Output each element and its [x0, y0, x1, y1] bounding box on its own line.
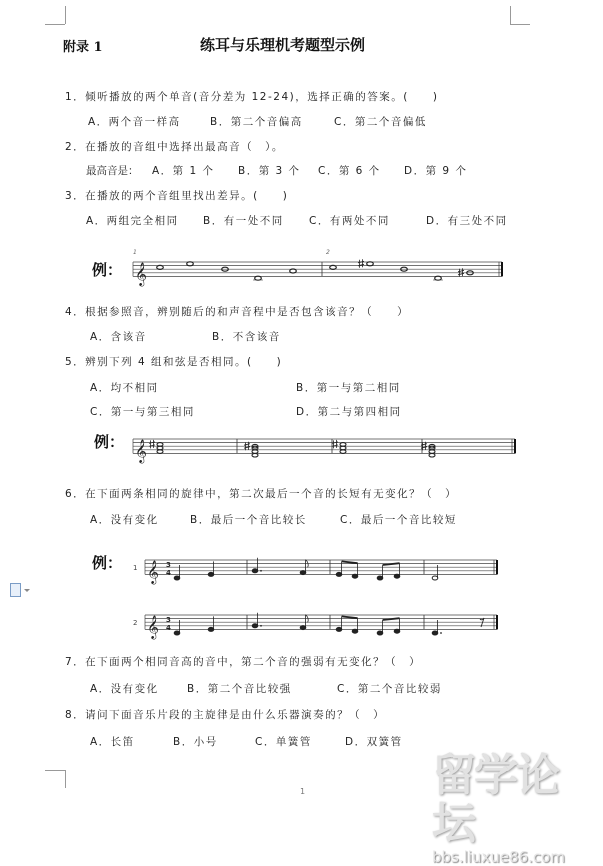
note-head	[174, 576, 180, 580]
beam	[342, 561, 358, 563]
page-title: 练耳与乐理机考题型示例	[200, 36, 366, 54]
question-3: 3．在播放的两个音组里找出差异。( )	[65, 190, 289, 202]
q3-option-b[interactable]: B．有一处不同	[203, 215, 284, 227]
whole-note	[435, 276, 442, 280]
treble-clef-icon: 𝄞	[135, 261, 147, 286]
note-head	[352, 629, 358, 633]
q7-option-c[interactable]: C．第二个音比较弱	[337, 683, 442, 695]
q7-option-a[interactable]: A．没有变化	[90, 683, 159, 695]
example-label-3: 例：	[92, 554, 123, 572]
q5-option-a[interactable]: A．均不相同	[90, 382, 159, 394]
note-head	[394, 629, 400, 633]
q2-prefix: 最高音是：	[86, 165, 139, 177]
q8-option-a[interactable]: A．长笛	[90, 736, 135, 748]
note-head	[432, 576, 438, 580]
line-number: 1	[133, 564, 138, 572]
time-sig-top: 3	[166, 616, 171, 624]
q1-option-b[interactable]: B．第二个音偏高	[210, 116, 303, 128]
sharp-icon	[358, 259, 364, 268]
whole-note	[187, 262, 194, 266]
q2-option-b[interactable]: B．第 3 个	[238, 165, 301, 177]
q6-option-b[interactable]: B．最后一个音比较长	[190, 514, 307, 526]
q2-option-a[interactable]: A．第 1 个	[152, 165, 215, 177]
appendix-label: 附录 1	[63, 40, 103, 55]
dot	[440, 632, 442, 634]
q3-option-d[interactable]: D．有三处不同	[426, 215, 508, 227]
watermark-logo: 留学论坛	[432, 750, 558, 849]
question-1: 1．倾听播放的两个单音(音分差为 12-24)，选择正确的答案。( )	[65, 91, 439, 103]
treble-clef-icon: 𝄞	[147, 614, 159, 639]
example-label-2: 例：	[94, 433, 125, 451]
question-6: 6．在下面两条相同的旋律中，第二次最后一个音的长短有无变化？（ ）	[65, 488, 458, 500]
q8-option-d[interactable]: D．双簧管	[345, 736, 403, 748]
q2-option-c[interactable]: C．第 6 个	[318, 165, 381, 177]
whole-note	[157, 265, 164, 269]
time-sig-bottom: 4	[166, 569, 171, 577]
note-head	[352, 574, 358, 578]
treble-clef-icon: 𝄞	[147, 559, 159, 584]
q1-option-c[interactable]: C．第二个音偏低	[334, 116, 427, 128]
question-2: 2．在播放的音组中选择出最高音（ ）。	[65, 141, 284, 153]
q3-option-c[interactable]: C．有两处不同	[309, 215, 390, 227]
beam	[342, 616, 358, 618]
measure-number: 2	[326, 249, 330, 256]
q1-option-a[interactable]: A．两个音一样高	[88, 116, 181, 128]
q4-option-a[interactable]: A．含该音	[90, 331, 147, 343]
note-head	[208, 627, 214, 631]
measure-number: 1	[133, 249, 137, 256]
dot	[260, 625, 262, 627]
q6-option-c[interactable]: C．最后一个音比较短	[340, 514, 457, 526]
q5-option-d[interactable]: D．第二与第四相同	[296, 406, 402, 418]
chord-note	[157, 443, 163, 447]
q5-option-b[interactable]: B．第一与第二相同	[296, 382, 401, 394]
note-head	[377, 576, 383, 580]
q4-option-b[interactable]: B．不含该音	[212, 331, 281, 343]
note-head	[300, 571, 306, 575]
watermark	[432, 750, 597, 866]
note-head	[377, 631, 383, 635]
note-head	[300, 626, 306, 630]
whole-note	[290, 269, 297, 273]
sharp-icon	[149, 440, 155, 449]
sharp-icon	[332, 440, 338, 449]
note-head	[174, 631, 180, 635]
note-head	[394, 574, 400, 578]
whole-note	[255, 276, 262, 280]
line-number: 2	[133, 619, 138, 627]
note-head	[336, 572, 342, 576]
question-4: 4．根据参照音，辨别随后的和声音程中是否包含该音？（ ）	[65, 306, 410, 318]
question-7: 7．在下面两个相同音高的音中，第二个音的强弱有无变化？（ ）	[65, 656, 422, 668]
whole-note	[367, 262, 374, 266]
q2-option-d[interactable]: D．第 9 个	[404, 165, 468, 177]
note-head	[252, 624, 258, 628]
q8-option-b[interactable]: B．小号	[173, 736, 218, 748]
watermark-url: bbs.liuxue86.com	[432, 848, 565, 866]
q3-option-a[interactable]: A．两组完全相同	[86, 215, 179, 227]
q7-option-b[interactable]: B．第二个音比较强	[187, 683, 292, 695]
note-head	[336, 627, 342, 631]
time-sig-top: 3	[166, 561, 171, 569]
question-8: 8．请问下面音乐片段的主旋律是由什么乐器演奏的？（ ）	[65, 709, 386, 721]
q6-option-a[interactable]: A．没有变化	[90, 514, 159, 526]
note-head	[252, 569, 258, 573]
chord-note	[340, 443, 346, 447]
time-sig-bottom: 4	[166, 624, 171, 632]
question-5: 5．辨别下列 4 组和弦是否相同。( )	[65, 356, 283, 368]
page-number: 1	[300, 787, 307, 796]
treble-clef-icon: 𝄞	[135, 438, 147, 463]
example-label-1: 例：	[92, 261, 123, 279]
whole-note	[330, 265, 337, 269]
dot	[260, 570, 262, 572]
q5-option-c[interactable]: C．第一与第三相同	[90, 406, 195, 418]
note-head	[432, 631, 438, 635]
q8-option-c[interactable]: C．单簧管	[255, 736, 312, 748]
note-head	[208, 572, 214, 576]
